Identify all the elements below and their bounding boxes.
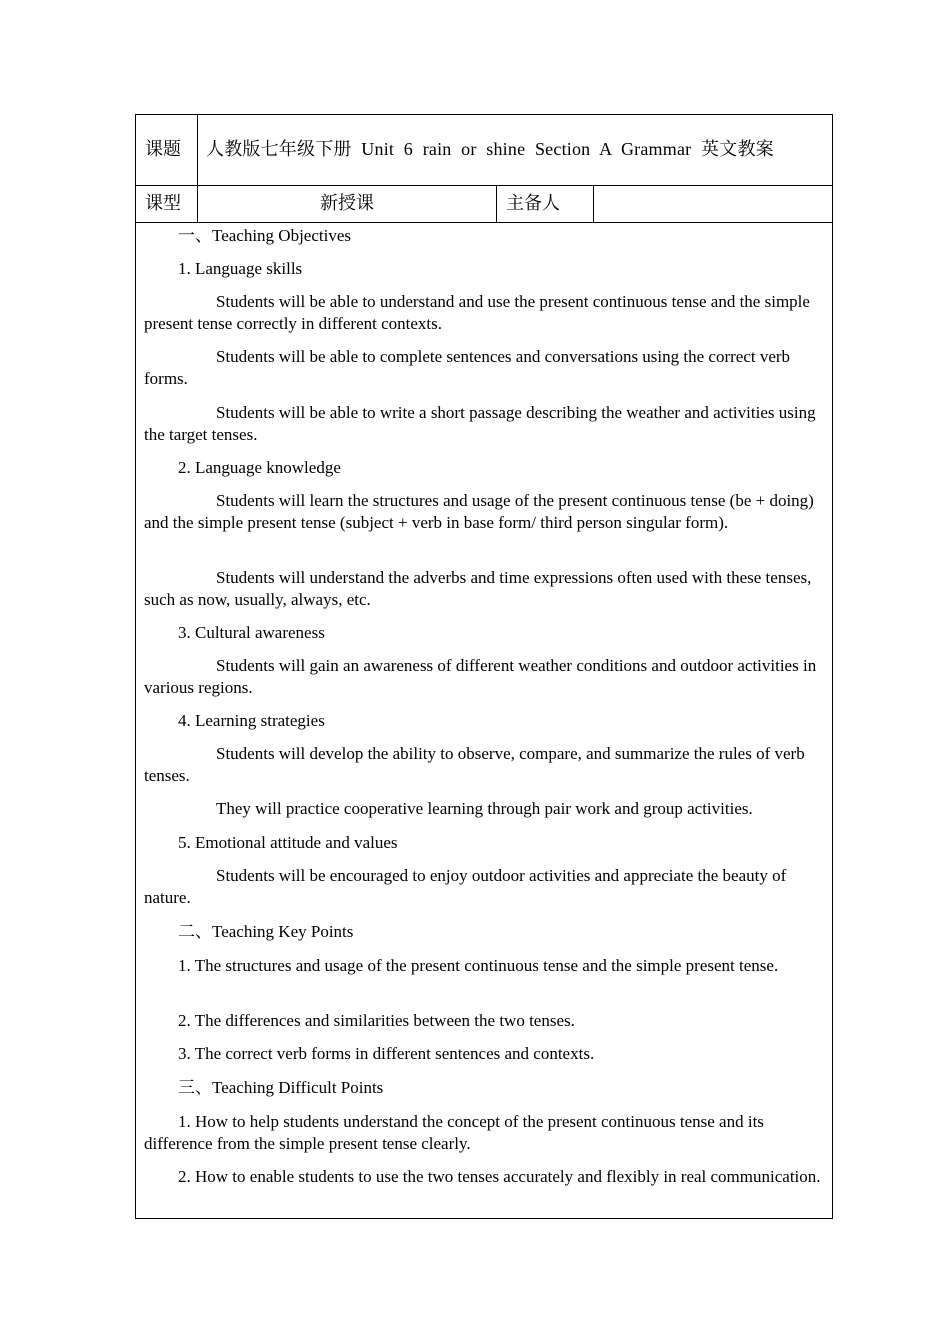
difficult-points-heading: 三、Teaching Difficult Points: [178, 1078, 384, 1097]
skills-heading: 1. Language skills: [178, 259, 303, 278]
knowledge-item-1: Students will learn the structures and usage of the present continuous tense (be + doing) and the simple present tense (subject + verb in base form/ third person singular form).: [144, 491, 814, 532]
difficult-point-2: 2. How to enable students to use the two tenses accurately and flexibly in real communication.: [178, 1167, 821, 1186]
strategies-item-1: Students will develop the ability to observe, compare, and summarize the rules of verb tenses.: [144, 744, 805, 785]
difficult-point-1: 1. How to help students understand the concept of the present continuous tense and its difference from the simple present tense clearly.: [144, 1112, 764, 1153]
strategies-heading: 4. Learning strategies: [178, 711, 325, 730]
emotion-item-1: Students will be encouraged to enjoy outdoor activities and appreciate the beauty of nature.: [144, 866, 787, 907]
title-row: [136, 115, 832, 186]
title-label: 课题: [136, 115, 198, 185]
objectives-heading: 一、Teaching Objectives: [178, 226, 352, 245]
title-value: 人教版七年级下册 Unit 6 rain or shine Section A Grammar 英文教案: [206, 139, 774, 159]
key-point-3: 3. The correct verb forms in different sentences and contexts.: [178, 1044, 595, 1063]
culture-item-1: Students will gain an awareness of different weather conditions and outdoor activities in various regions.: [144, 656, 817, 697]
knowledge-item-2: Students will understand the adverbs and time expressions often used with these tenses, such as now, usually, always, etc.: [144, 568, 812, 609]
skills-item-3: Students will be able to write a short passage describing the weather and activities using the target tenses.: [144, 403, 816, 444]
lesson-plan-table: [135, 114, 833, 1219]
key-point-2: 2. The differences and similarities between the two tenses.: [178, 1011, 575, 1030]
culture-heading: 3. Cultural awareness: [178, 623, 325, 642]
emotion-heading: 5. Emotional attitude and values: [178, 833, 398, 852]
strategies-item-2: They will practice cooperative learning through pair work and group activities.: [216, 799, 753, 818]
type-label: 课型: [136, 185, 198, 222]
preparer-value: [594, 185, 832, 222]
key-point-1: 1. The structures and usage of the present continuous tense and the simple present tense.: [178, 956, 779, 975]
type-value: 新授课: [198, 185, 497, 222]
key-points-heading: 二、Teaching Key Points: [178, 922, 354, 941]
preparer-label: 主备人: [497, 185, 594, 222]
skills-item-1: Students will be able to understand and use the present continuous tense and the simple present tense correctly in different contexts.: [144, 292, 810, 333]
skills-item-2: Students will be able to complete sentences and conversations using the correct verb forms.: [144, 347, 791, 388]
knowledge-heading: 2. Language knowledge: [178, 458, 341, 477]
type-row: [136, 185, 832, 223]
